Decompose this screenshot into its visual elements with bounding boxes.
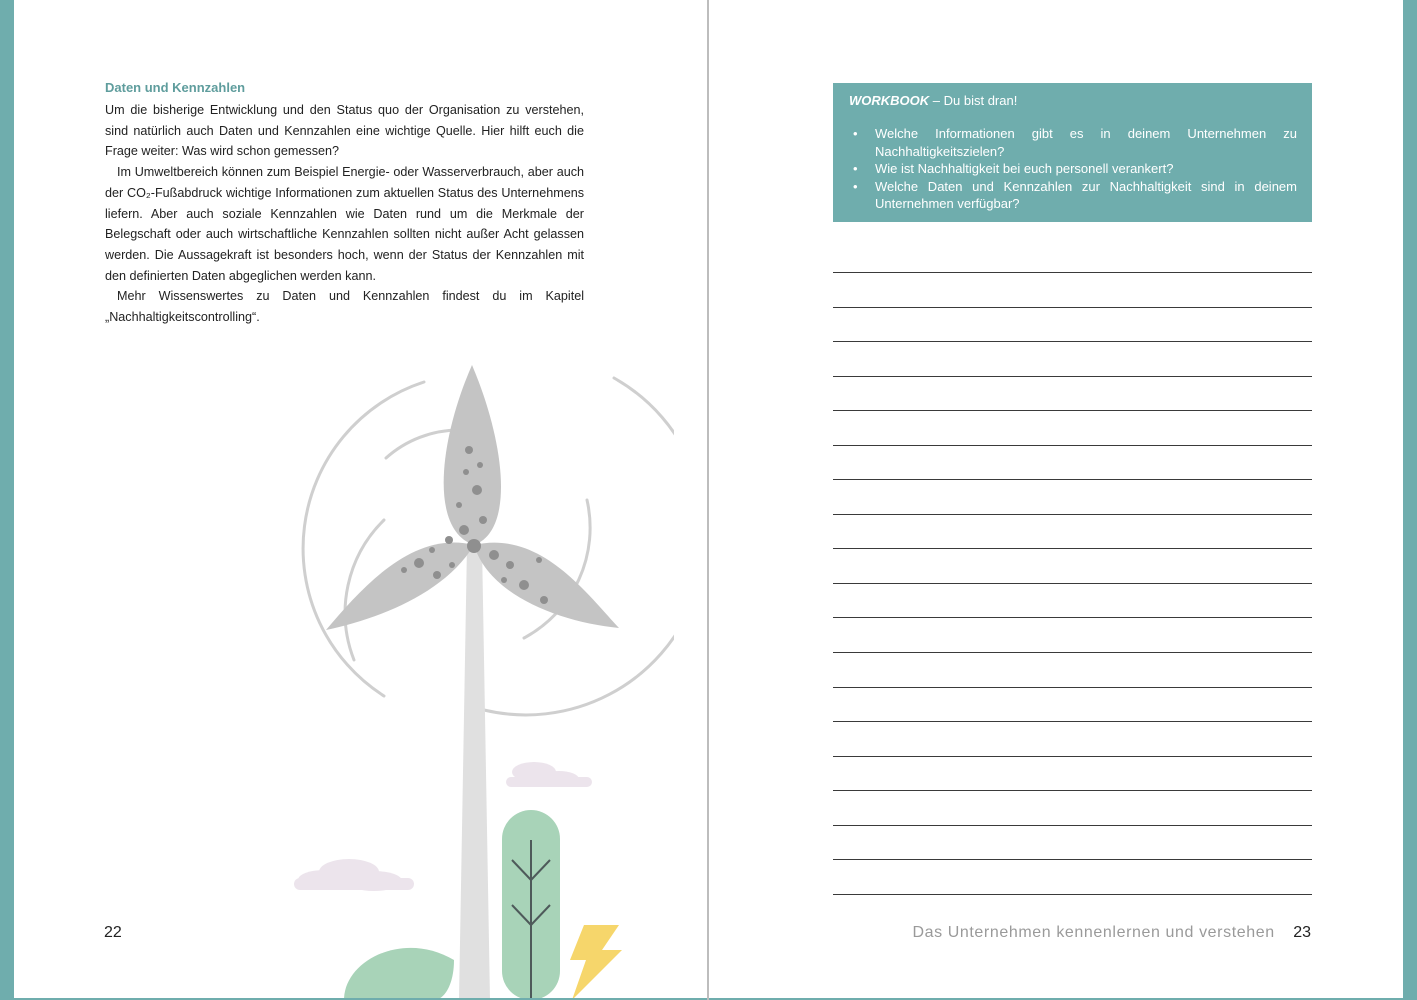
writing-lines (833, 272, 1312, 928)
turbine-tower (459, 545, 490, 998)
writing-line[interactable] (833, 445, 1312, 480)
writing-line[interactable] (833, 756, 1312, 791)
writing-line[interactable] (833, 617, 1312, 652)
writing-line[interactable] (833, 341, 1312, 376)
paragraph-2: Im Umweltbereich können zum Beispiel Energie- oder Wasserverbrauch, aber auch der CO₂-Fußabdruck wichtige Informationen zum aktuellen Status des Unternehmens liefern. Aber auch soziale Kennzahlen wie Daten rund um die Merkmale der Belegschaft oder auch wirtschaftliche Kennzahlen sollten nicht außer Acht gelassen werden. Die Aussagekraft ist besonders hoch, wenn der Status der Kennzahlen mit den definierten Daten abgeglichen werden kann. (105, 165, 584, 283)
lightning-icon (570, 925, 622, 998)
writing-line[interactable] (833, 376, 1312, 411)
writing-line[interactable] (833, 790, 1312, 825)
page-number: 23 (1293, 924, 1311, 941)
section-heading: Daten und Kennzahlen (105, 80, 246, 95)
tree-icon (502, 810, 560, 998)
writing-line[interactable] (833, 548, 1312, 583)
paragraph-1: Um die bisherige Entwicklung und den Status quo der Organisation zu verstehen, sind natürlich auch Daten und Kennzahlen eine wichtige Quelle. Hier hilft euch die Frage weiter: Was wird schon gemessen? (105, 103, 584, 159)
workbook-questions (849, 125, 1297, 213)
leaf-icon (344, 948, 454, 998)
writing-line[interactable] (833, 307, 1312, 342)
workbook-question: • Welche Daten und Kennzahlen zur Nachhaltigkeit sind in deinem Unternehmen verfügbar? (849, 178, 1297, 213)
cloud-icon (506, 762, 592, 787)
writing-line[interactable] (833, 859, 1312, 894)
left-page (14, 0, 707, 998)
chapter-title: Das Unternehmen kennenlernen und verstehen (912, 924, 1275, 941)
writing-line[interactable] (833, 687, 1312, 722)
writing-line[interactable] (833, 272, 1312, 307)
workbook-label: WORKBOOK (849, 93, 930, 108)
writing-line[interactable] (833, 410, 1312, 445)
workbook-question: • Wie ist Nachhaltigkeit bei euch personell verankert? (849, 160, 1297, 178)
cloud-icon (294, 859, 414, 891)
paragraph-3: Mehr Wissenswertes zu Daten und Kennzahlen findest du im Kapitel „Nachhaltigkeitscontrolling“. (105, 289, 584, 325)
writing-line[interactable] (833, 825, 1312, 860)
page-footer (912, 924, 1311, 942)
workbook-box (833, 83, 1312, 222)
writing-line[interactable] (833, 721, 1312, 756)
body-text (105, 100, 584, 328)
wind-turbine-illustration (254, 360, 674, 998)
workbook-title (849, 93, 1297, 108)
workbook-question: • Welche Informationen gibt es in deinem Unternehmen zu Nachhaltigkeitszielen? (849, 125, 1297, 160)
writing-line[interactable] (833, 514, 1312, 549)
writing-line[interactable] (833, 583, 1312, 618)
writing-line[interactable] (833, 652, 1312, 687)
writing-line[interactable] (833, 479, 1312, 514)
right-page (709, 0, 1403, 998)
page-number: 22 (104, 924, 122, 941)
workbook-subtitle: – Du bist dran! (929, 93, 1018, 108)
